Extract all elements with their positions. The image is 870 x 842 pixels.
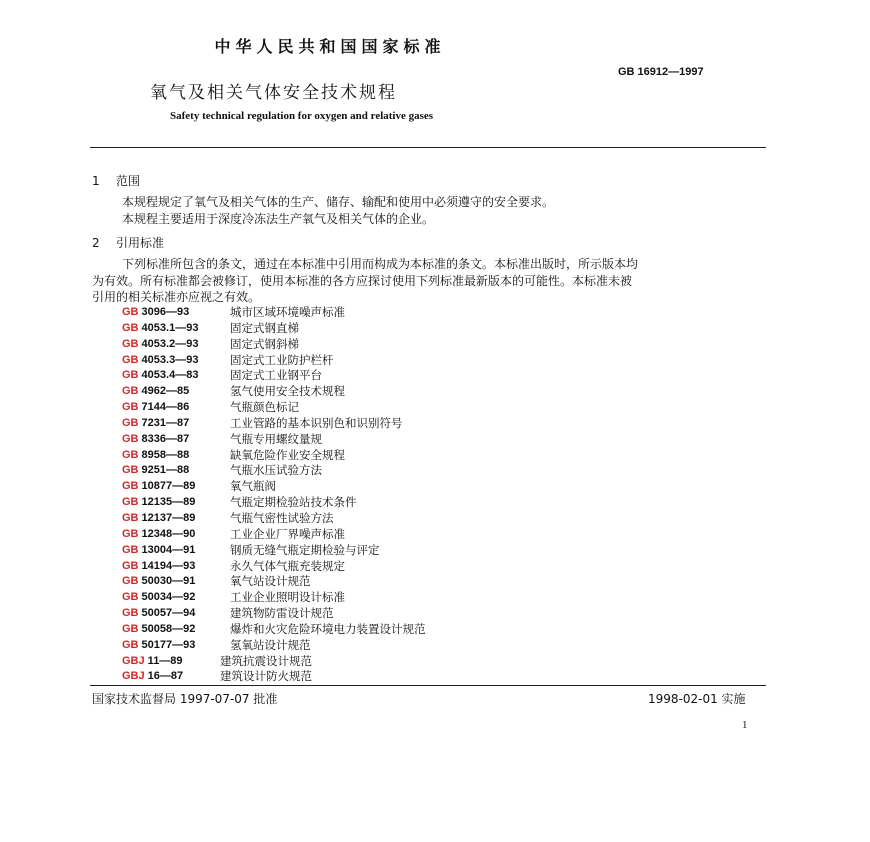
- reference-title: 固定式工业防护栏杆: [230, 352, 334, 367]
- reference-prefix: GB: [122, 559, 139, 572]
- reference-title: 建筑物防雷设计规范: [230, 606, 334, 621]
- reference-number: 3096—93: [138, 306, 190, 318]
- reference-number: 50058—92: [138, 622, 196, 635]
- reference-item: [122, 574, 426, 590]
- reference-title: 气瓶定期检验站技术条件: [230, 495, 357, 510]
- reference-number: 50030—91: [138, 575, 196, 588]
- reference-title: 氢气使用安全技术规程: [230, 384, 345, 399]
- reference-prefix: GB: [122, 401, 139, 414]
- reference-prefix: GB: [122, 511, 139, 524]
- reference-item: [122, 669, 426, 685]
- reference-title: 钢质无缝气瓶定期检验与评定: [230, 542, 380, 557]
- reference-number: 4053.4—83: [138, 369, 199, 382]
- reference-prefix: GB: [122, 543, 139, 556]
- reference-item: [122, 463, 426, 479]
- reference-title: 固定式钢直梯: [230, 320, 299, 335]
- reference-prefix: GB: [122, 591, 139, 604]
- reference-item: [122, 305, 426, 321]
- footer-divider: [90, 685, 766, 686]
- reference-item: [122, 448, 426, 464]
- reference-title: 爆炸和火灾危险环境电力装置设计规范: [230, 621, 426, 636]
- reference-item: [122, 511, 426, 527]
- reference-title: 气瓶专用螺纹量规: [230, 431, 322, 446]
- reference-prefix: GB: [122, 622, 139, 635]
- section-title: 范围: [116, 174, 141, 188]
- reference-number: 12348—90: [138, 527, 196, 540]
- reference-number: 14194—93: [138, 559, 196, 572]
- reference-number: 4962—85: [138, 385, 190, 398]
- reference-prefix: GB: [122, 432, 139, 445]
- reference-title: 永久气体气瓶充装规定: [230, 558, 345, 573]
- reference-title: 氧气站设计规范: [230, 574, 311, 589]
- reference-prefix: GB: [122, 321, 139, 334]
- section-1-heading: [92, 172, 140, 189]
- reference-prefix: GB: [122, 638, 139, 651]
- reference-title: 氧气瓶阀: [230, 479, 276, 494]
- reference-number: 12137—89: [138, 511, 196, 524]
- reference-prefix: GBJ: [122, 654, 145, 667]
- reference-title: 工业企业照明设计标准: [230, 590, 345, 605]
- reference-title: 建筑抗震设计规范: [220, 653, 312, 668]
- reference-number: 10877—89: [138, 480, 196, 493]
- reference-prefix: GB: [122, 448, 139, 461]
- reference-title: 工业企业厂界噪声标准: [230, 526, 345, 541]
- reference-prefix: GBJ: [122, 670, 145, 683]
- reference-item: [122, 527, 426, 543]
- reference-item: [122, 416, 426, 432]
- reference-prefix: GB: [122, 575, 139, 588]
- reference-item: [122, 622, 426, 638]
- reference-number: 4053.2—93: [138, 337, 199, 350]
- reference-number: 50057—94: [138, 607, 196, 620]
- reference-item: [122, 321, 426, 337]
- reference-prefix: GB: [122, 337, 139, 350]
- reference-item: [122, 638, 426, 654]
- reference-prefix: GB: [122, 353, 139, 366]
- reference-number: 16—87: [144, 670, 184, 683]
- reference-prefix: GB: [122, 369, 139, 382]
- document-title-en: Safety technical regulation for oxygen and relative gases: [170, 110, 434, 122]
- reference-item: [122, 543, 426, 559]
- reference-prefix: GB: [122, 607, 139, 620]
- reference-prefix: GB: [122, 306, 139, 318]
- reference-prefix: GB: [122, 527, 139, 540]
- issuing-authority: 中华人民共和国国家标准: [214, 37, 446, 56]
- reference-number: 4053.1—93: [138, 321, 199, 334]
- page-number: 1: [742, 719, 748, 731]
- approval-date: 国家技术监督局 1997-07-07 批准: [92, 692, 278, 706]
- section-2-intro: 下列标准所包含的条文，通过在本标准中引用而构成为本标准的条文。本标准出版时，所示版本均: [122, 257, 639, 271]
- reference-item: [122, 337, 426, 353]
- standard-number: GB 16912—1997: [618, 66, 704, 78]
- reference-item: [122, 432, 426, 448]
- reference-item: [122, 495, 426, 511]
- reference-title: 气瓶水压试验方法: [230, 463, 322, 478]
- reference-number: 12135—89: [138, 496, 196, 509]
- reference-prefix: GB: [122, 464, 139, 477]
- reference-item: [122, 590, 426, 606]
- reference-title: 工业管路的基本识别色和识别符号: [230, 415, 403, 430]
- reference-number: 4053.3—93: [138, 353, 199, 366]
- reference-item: [122, 479, 426, 495]
- reference-title: 氢氧站设计规范: [230, 637, 311, 652]
- reference-number: 50034—92: [138, 591, 196, 604]
- section-2-intro: 引用的相关标准亦应视之有效。: [92, 290, 261, 304]
- reference-title: 建筑设计防火规范: [220, 669, 312, 684]
- reference-title: 气瓶颜色标记: [230, 400, 299, 415]
- reference-number: 7144—86: [138, 401, 190, 414]
- referenced-standards-list: [122, 305, 426, 685]
- reference-item: [122, 368, 426, 384]
- reference-prefix: GB: [122, 385, 139, 398]
- reference-title: 缺氧危险作业安全规程: [230, 447, 345, 462]
- reference-number: 13004—91: [138, 543, 196, 556]
- section-2-heading: [92, 234, 164, 251]
- section-1-paragraph: 本规程主要适用于深度冷冻法生产氧气及相关气体的企业。: [122, 212, 435, 226]
- section-title: 引用标准: [116, 236, 165, 250]
- section-2-intro: 为有效。所有标准都会被修订，使用本标准的各方应探讨使用下列标准最新版本的可能性。本标准未被: [92, 274, 633, 288]
- reference-prefix: GB: [122, 480, 139, 493]
- reference-number: 11—89: [144, 654, 183, 667]
- reference-item: [122, 654, 426, 670]
- reference-item: [122, 384, 426, 400]
- reference-title: 固定式工业钢平台: [230, 368, 322, 383]
- reference-prefix: GB: [122, 496, 139, 509]
- reference-item: [122, 559, 426, 575]
- reference-prefix: GB: [122, 416, 139, 429]
- section-1-paragraph: 本规程规定了氧气及相关气体的生产、储存、输配和使用中必须遵守的安全要求。: [122, 195, 555, 209]
- reference-item: [122, 606, 426, 622]
- header-divider: [90, 147, 766, 148]
- document-title-cn: 氧气及相关气体安全技术规程: [150, 83, 397, 103]
- section-number: 1: [92, 174, 100, 188]
- reference-number: 9251—88: [138, 464, 190, 477]
- reference-item: [122, 400, 426, 416]
- reference-number: 50177—93: [138, 638, 196, 651]
- reference-number: 8958—88: [138, 448, 190, 461]
- section-number: 2: [92, 236, 100, 250]
- reference-title: 气瓶气密性试验方法: [230, 510, 334, 525]
- reference-title: 城市区域环境噪声标准: [230, 305, 345, 319]
- reference-number: 8336—87: [138, 432, 190, 445]
- reference-title: 固定式钢斜梯: [230, 336, 299, 351]
- reference-item: [122, 353, 426, 369]
- effective-date: 1998-02-01 实施: [648, 692, 746, 706]
- reference-number: 7231—87: [138, 416, 190, 429]
